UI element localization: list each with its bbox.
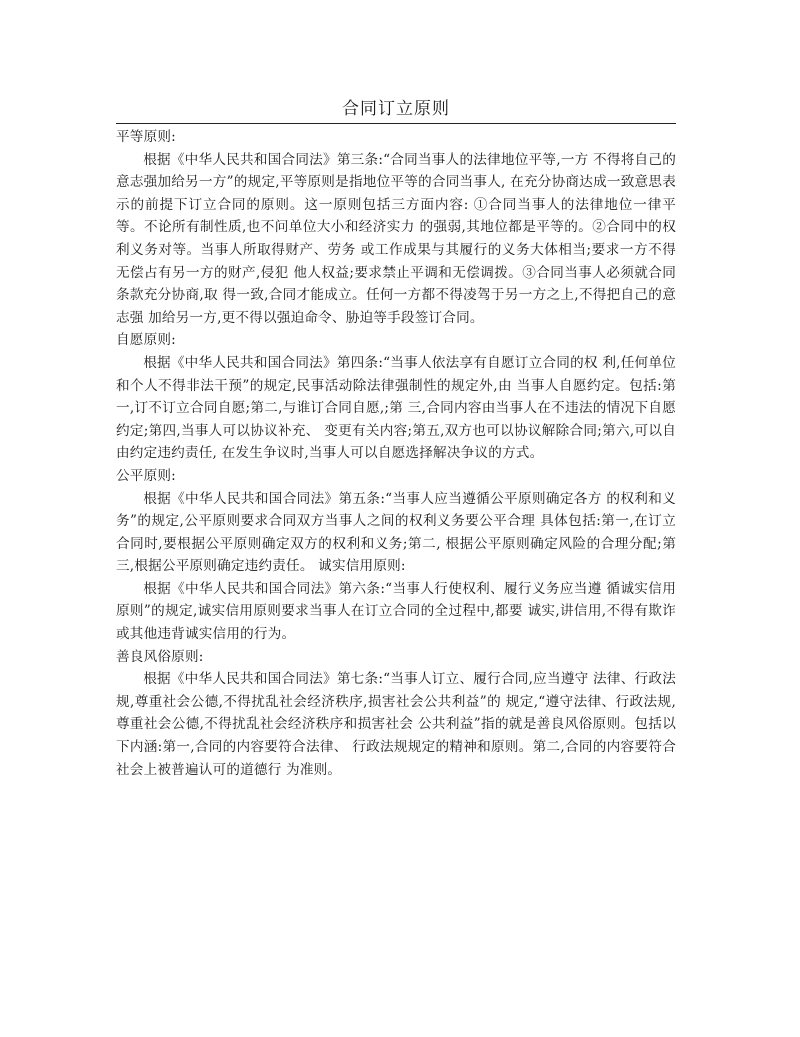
document-title: 合同订立原则 xyxy=(342,99,450,119)
section-heading-equality: 平等原则: xyxy=(116,129,176,145)
section-heading-voluntariness: 自愿原则: xyxy=(116,332,176,349)
paragraph-equality: 根据《中华人民共和国合同法》第三条:“合同当事人的法律地位平等,一方 不得将自己的意志强加给另一方”的规定,平等原则是指地位平等的合同当事人, 在充分协商达成一致意思表示的前提下订立合同的原则。这一原则包括三方面内容: ①合同当事人的法律地位一律平等。不论所有制性质,也不问单位大小和经济实力 的强弱,其地位都是平等的。②合同中的权利义务对等。当事人所取得财产、劳务 或工作成果与其履行的义务大体相当;要求一方不得无偿占有另一方的财产,侵犯 他人权益;要求禁止平调和无偿调拨。③合同当事人必须就合同条款充分协商,取 得一致,合同才能成立。任何一方都不得凌驾于另一方之上,不得把自己的意志强 加给另一方,更不得以强迫命令、胁迫等手段签订合同。 xyxy=(116,151,676,326)
section-heading-fairness: 公平原则: xyxy=(116,467,176,484)
paragraph-fairness: 根据《中华人民共和国合同法》第五条:“当事人应当遵循公平原则确定各方 的权利和义务”的规定,公平原则要求合同双方当事人之间的权利义务要公平合理 具体包括:第一,在订立合同时,要根据公平原则确定双方的权利和义务;第二, 根据公平原则确定风险的合理分配;第三,根据公平原则确定违约责任。 诚实信用原则: xyxy=(116,490,676,575)
section-heading-public-order: 善良风俗原则: xyxy=(116,648,204,665)
document-body xyxy=(116,126,676,781)
paragraph-voluntariness: 根据《中华人民共和国合同法》第四条:“当事人依法享有自愿订立合同的权 利,任何单位和个人不得非法干预”的规定,民事活动除法律强制性的规定外,由 当事人自愿约定。包括:第一,订不订立合同自愿;第二,与谁订合同自愿,;第 三,合同内容由当事人在不违法的情况下自愿约定;第四,当事人可以协议补充、 变更有关内容;第五,双方也可以协议解除合同;第六,可以自由约定违约责任, 在发生争议时,当事人可以自愿选择解决争议的方式。 xyxy=(116,354,676,462)
paragraph-public-order: 根据《中华人民共和国合同法》第七条:“当事人订立、履行合同,应当遵守 法律、行政法规,尊重社会公德,不得扰乱社会经济秩序,损害社会公共利益”的 规定,“遵守法律、行政法规,尊重社会公德,不得扰乱社会经济秩序和损害社会 公共利益”指的就是善良风俗原则。包括以下内涵:第一,合同的内容要符合法律、 行政法规规定的精神和原则。第二,合同的内容要符合社会上被普遍认可的道德行 为准则。 xyxy=(116,671,676,778)
title-underline xyxy=(116,123,676,124)
paragraph-good-faith: 根据《中华人民共和国合同法》第六条:“当事人行使权利、履行义务应当遵 循诚实信用原则”的规定,诚实信用原则要求当事人在订立合同的全过程中,都要 诚实,讲信用,不得有欺诈或其他违背诚实信用的行为。 xyxy=(116,580,676,643)
